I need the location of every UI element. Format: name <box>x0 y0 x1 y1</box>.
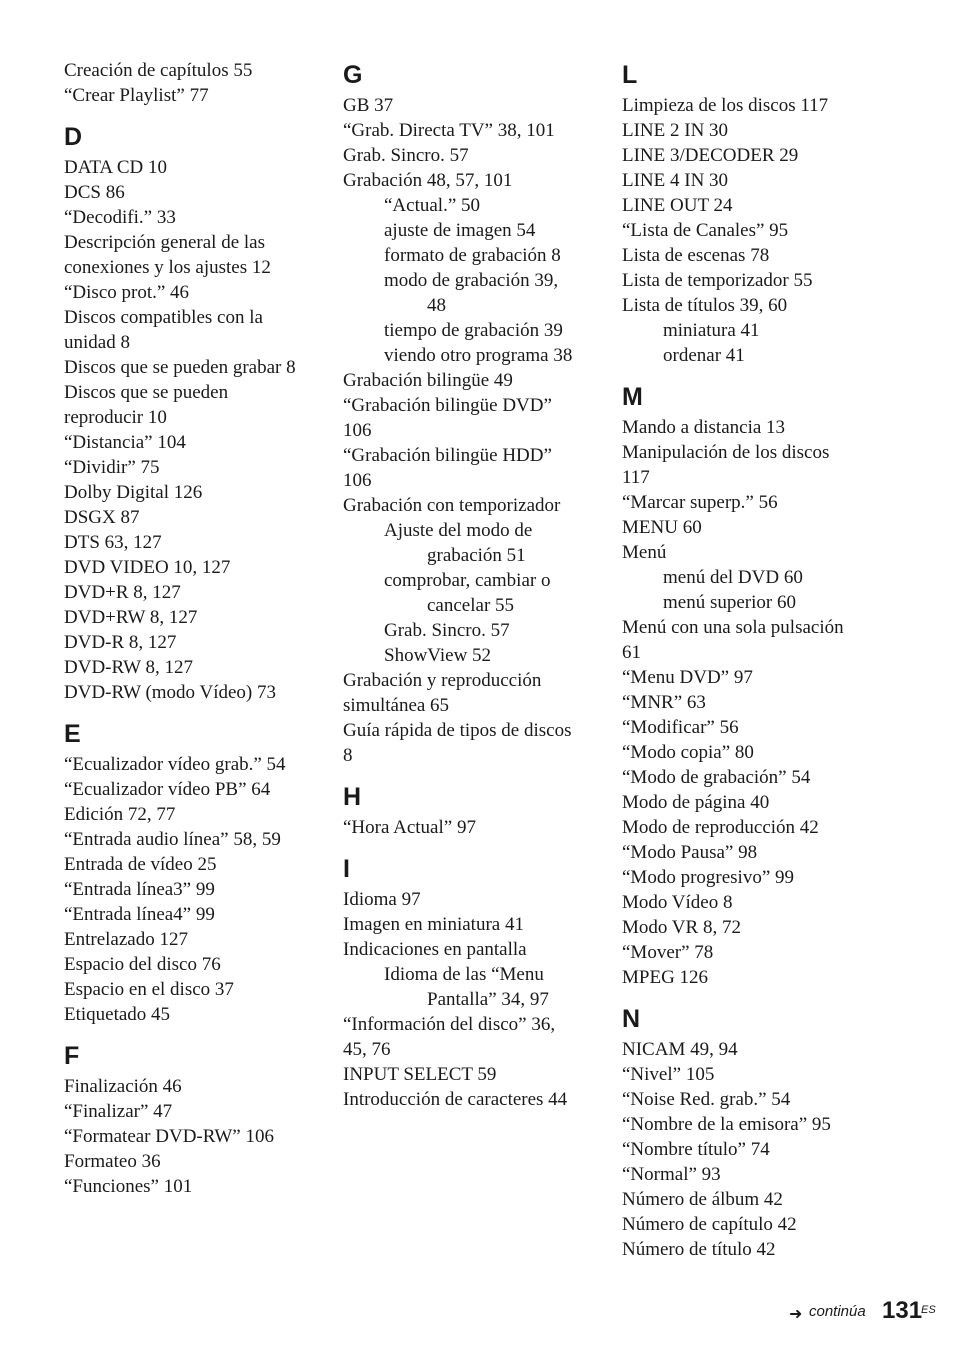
index-entry: Etiquetado 45 <box>64 1004 171 1025</box>
index-entry: Grabación y reproducción <box>343 670 542 691</box>
index-entry: conexiones y los ajustes 12 <box>64 257 271 278</box>
index-entry: DVD-RW (modo Vídeo) 73 <box>64 682 276 703</box>
index-entry: “Entrada línea4” 99 <box>64 904 215 925</box>
index-entry: DVD+R 8, 127 <box>64 582 181 603</box>
index-entry: “Entrada línea3” 99 <box>64 879 215 900</box>
index-entry: DVD-R 8, 127 <box>64 632 177 653</box>
index-subentry: 48 <box>427 295 446 316</box>
index-subentry: ordenar 41 <box>663 345 745 366</box>
index-subentry: viendo otro programa 38 <box>384 345 573 366</box>
section-letter-f: F <box>64 1042 80 1070</box>
index-entry: “Ecualizador vídeo grab.” 54 <box>64 754 286 775</box>
index-subentry: grabación 51 <box>427 545 526 566</box>
index-entry: “Noise Red. grab.” 54 <box>622 1089 791 1110</box>
index-entry: Número de título 42 <box>622 1239 776 1260</box>
section-letter-i: I <box>343 855 350 883</box>
right-arrow-icon: ➜ <box>789 1304 803 1323</box>
index-entry: Grab. Sincro. 57 <box>343 145 469 166</box>
continue-label: continúa <box>809 1303 866 1320</box>
index-entry: LINE 4 IN 30 <box>622 170 729 191</box>
index-entry: DSGX 87 <box>64 507 140 528</box>
index-subentry: Grab. Sincro. 57 <box>384 620 510 641</box>
index-subentry: menú del DVD 60 <box>663 567 803 588</box>
index-entry: “Marcar superp.” 56 <box>622 492 778 513</box>
index-entry: “Entrada audio línea” 58, 59 <box>64 829 281 850</box>
index-entry: 106 <box>343 420 372 441</box>
index-entry: Discos que se pueden grabar 8 <box>64 357 296 378</box>
index-subentry: Ajuste del modo de <box>384 520 533 541</box>
section-letter-g: G <box>343 61 363 89</box>
index-entry: “Dividir” 75 <box>64 457 160 478</box>
index-entry: “Información del disco” 36, <box>343 1014 556 1035</box>
index-entry: “Modo de grabación” 54 <box>622 767 811 788</box>
index-entry: Modo de reproducción 42 <box>622 817 819 838</box>
index-subentry: tiempo de grabación 39 <box>384 320 563 341</box>
index-entry: Guía rápida de tipos de discos <box>343 720 572 741</box>
index-subentry: formato de grabación 8 <box>384 245 561 266</box>
index-entry: 117 <box>622 467 650 488</box>
index-entry: “Hora Actual” 97 <box>343 817 476 838</box>
index-entry: DCS 86 <box>64 182 125 203</box>
index-entry: “Grabación bilingüe DVD” <box>343 395 552 416</box>
index-entry: Número de álbum 42 <box>622 1189 783 1210</box>
index-entry: LINE 2 IN 30 <box>622 120 729 141</box>
index-entry: Modo de página 40 <box>622 792 770 813</box>
index-entry: Manipulación de los discos <box>622 442 830 463</box>
index-entry: Mando a distancia 13 <box>622 417 786 438</box>
index-entry: “Grab. Directa TV” 38, 101 <box>343 120 555 141</box>
index-entry: Dolby Digital 126 <box>64 482 203 503</box>
index-subentry: comprobar, cambiar o <box>384 570 551 591</box>
index-entry: Menú <box>622 542 667 563</box>
index-entry: “Lista de Canales” 95 <box>622 220 789 241</box>
index-entry: reproducir 10 <box>64 407 167 428</box>
index-entry: “Ecualizador vídeo PB” 64 <box>64 779 271 800</box>
index-entry: “Modo copia” 80 <box>622 742 754 763</box>
index-entry: “Distancia” 104 <box>64 432 186 453</box>
index-entry: Modo Vídeo 8 <box>622 892 733 913</box>
index-subentry: menú superior 60 <box>663 592 796 613</box>
index-entry: “Funciones” 101 <box>64 1176 193 1197</box>
index-entry: “Modo progresivo” 99 <box>622 867 795 888</box>
index-entry: “Normal” 93 <box>622 1164 721 1185</box>
index-subentry: modo de grabación 39, <box>384 270 559 291</box>
section-letter-d: D <box>64 123 83 151</box>
index-entry: GB 37 <box>343 95 394 116</box>
index-entry: 61 <box>622 642 641 663</box>
index-entry: “Formatear DVD-RW” 106 <box>64 1126 274 1147</box>
index-entry: DVD+RW 8, 127 <box>64 607 198 628</box>
index-entry: Discos que se pueden <box>64 382 229 403</box>
index-entry: 106 <box>343 470 372 491</box>
index-entry: 45, 76 <box>343 1039 391 1060</box>
index-entry: 8 <box>343 745 353 766</box>
index-entry: Número de capítulo 42 <box>622 1214 797 1235</box>
index-entry: Descripción general de las <box>64 232 265 253</box>
index-entry: NICAM 49, 94 <box>622 1039 738 1060</box>
index-entry: MENU 60 <box>622 517 702 538</box>
section-letter-m: M <box>622 383 643 411</box>
index-entry: unidad 8 <box>64 332 130 353</box>
section-letter-h: H <box>343 783 362 811</box>
index-entry: Indicaciones en pantalla <box>343 939 527 960</box>
language-code: ES <box>921 1304 936 1316</box>
section-letter-n: N <box>622 1005 641 1033</box>
index-entry: Entrelazado 127 <box>64 929 188 950</box>
index-entry: Creación de capítulos 55 <box>64 60 253 81</box>
index-entry: “MNR” 63 <box>622 692 706 713</box>
index-subentry: Idioma de las “Menu <box>384 964 544 985</box>
index-entry: Espacio del disco 76 <box>64 954 221 975</box>
index-entry: Lista de títulos 39, 60 <box>622 295 788 316</box>
page-footer <box>784 1294 944 1334</box>
index-entry: Idioma 97 <box>343 889 421 910</box>
index-entry: “Modificar” 56 <box>622 717 739 738</box>
index-entry: Edición 72, 77 <box>64 804 176 825</box>
index-entry: Grabación bilingüe 49 <box>343 370 513 391</box>
index-entry: “Nivel” 105 <box>622 1064 715 1085</box>
index-entry: Menú con una sola pulsación <box>622 617 844 638</box>
index-entry: Espacio en el disco 37 <box>64 979 234 1000</box>
index-entry: “Disco prot.” 46 <box>64 282 190 303</box>
section-letter-l: L <box>622 61 638 89</box>
index-entry: DVD-RW 8, 127 <box>64 657 193 678</box>
index-entry: LINE 3/DECODER 29 <box>622 145 799 166</box>
index-entry: Discos compatibles con la <box>64 307 263 328</box>
index-entry: DVD VIDEO 10, 127 <box>64 557 231 578</box>
index-entry: Grabación con temporizador <box>343 495 561 516</box>
section-letter-e: E <box>64 720 81 748</box>
index-entry: Imagen en miniatura 41 <box>343 914 524 935</box>
index-entry: INPUT SELECT 59 <box>343 1064 497 1085</box>
index-entry: “Nombre título” 74 <box>622 1139 770 1160</box>
index-subentry: “Actual.” 50 <box>384 195 481 216</box>
index-subentry: cancelar 55 <box>427 595 515 616</box>
index-entry: LINE OUT 24 <box>622 195 733 216</box>
index-entry: “Modo Pausa” 98 <box>622 842 758 863</box>
index-entry: Formateo 36 <box>64 1151 161 1172</box>
index-entry: Introducción de caracteres 44 <box>343 1089 568 1110</box>
index-entry: Lista de temporizador 55 <box>622 270 813 291</box>
page-number: 131 <box>882 1297 923 1324</box>
index-subentry: miniatura 41 <box>663 320 760 341</box>
index-entry: “Decodifi.” 33 <box>64 207 176 228</box>
index-entry: “Menu DVD” 97 <box>622 667 753 688</box>
index-column-1 <box>64 57 326 1199</box>
index-subentry: Pantalla” 34, 97 <box>427 989 549 1010</box>
index-subentry: ajuste de imagen 54 <box>384 220 536 241</box>
index-entry: Finalización 46 <box>64 1076 182 1097</box>
index-entry: DTS 63, 127 <box>64 532 162 553</box>
index-subentry: ShowView 52 <box>384 645 492 666</box>
index-entry: MPEG 126 <box>622 967 709 988</box>
index-entry: DATA CD 10 <box>64 157 167 178</box>
index-entry: “Grabación bilingüe HDD” <box>343 445 552 466</box>
index-entry: “Crear Playlist” 77 <box>64 85 209 106</box>
index-entry: “Finalizar” 47 <box>64 1101 173 1122</box>
index-entry: “Nombre de la emisora” 95 <box>622 1114 831 1135</box>
index-column-3 <box>622 57 884 1262</box>
index-entry: Limpieza de los discos 117 <box>622 95 829 116</box>
index-entry: Lista de escenas 78 <box>622 245 770 266</box>
index-column-2 <box>343 57 605 1112</box>
index-entry: Modo VR 8, 72 <box>622 917 741 938</box>
index-entry: Grabación 48, 57, 101 <box>343 170 513 191</box>
index-entry: simultánea 65 <box>343 695 450 716</box>
index-entry: “Mover” 78 <box>622 942 714 963</box>
index-entry: Entrada de vídeo 25 <box>64 854 217 875</box>
